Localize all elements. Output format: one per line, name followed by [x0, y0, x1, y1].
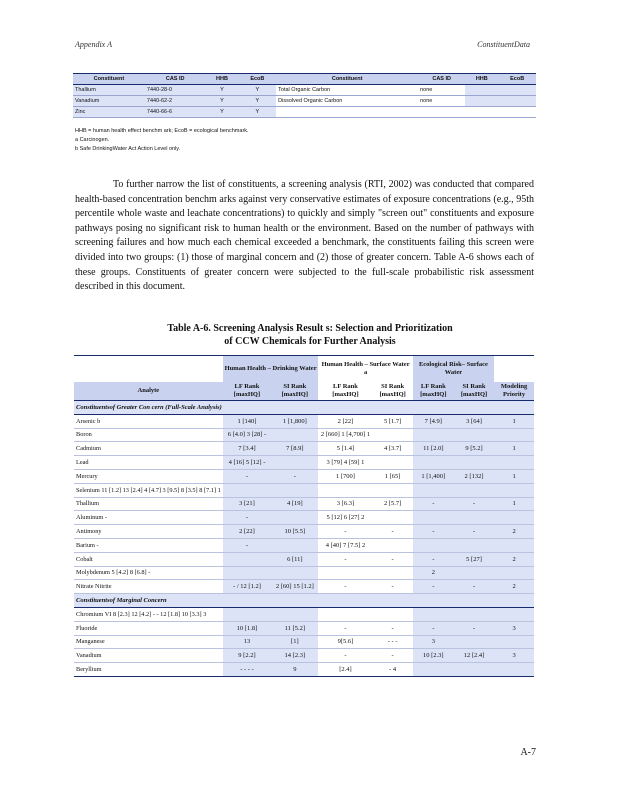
value-cell — [454, 607, 494, 621]
value-cell: 9 [5.2] — [454, 442, 494, 456]
value-cell: 7 [8.9] — [271, 442, 318, 456]
value-cell — [454, 635, 494, 649]
table-row — [74, 607, 534, 621]
table-row: Zinc 7440-66-6 Y Y — [73, 107, 536, 118]
value-cell — [454, 511, 494, 525]
table-row — [74, 566, 534, 580]
value-cell: 14 [2.3] — [271, 649, 318, 663]
value-cell — [454, 566, 494, 580]
value-cell: - — [413, 621, 454, 635]
value-cell — [223, 607, 271, 621]
value-cell — [373, 483, 413, 497]
section-greater-concern: Constituentsof Greater Con cern (Full-Scale Analysis) — [74, 401, 534, 415]
table-row — [74, 552, 534, 566]
analyte-cell: Arsenic b — [74, 414, 223, 428]
value-cell — [413, 456, 454, 470]
value-cell: - - - - — [223, 663, 271, 677]
value-cell — [271, 538, 318, 552]
analyte-cell: Chromium VI 8 [2.3] 12 [4.2] - - 12 [1.8] 10 [3.3] 3 — [74, 607, 223, 621]
value-cell: 3 — [413, 635, 454, 649]
value-cell: 2 [132] — [454, 469, 494, 483]
value-cell — [271, 428, 318, 442]
analyte-cell: Antimony — [74, 525, 223, 539]
value-cell — [494, 456, 534, 470]
value-cell: - — [373, 525, 413, 539]
value-cell: 2 [22] — [223, 525, 271, 539]
value-cell: 2 — [494, 525, 534, 539]
value-cell: - — [413, 552, 454, 566]
value-cell: 6 [11] — [271, 552, 318, 566]
caption-line-2: of CCW Chemicals for Further Analysis — [224, 336, 396, 347]
value-cell — [373, 566, 413, 580]
value-cell: - — [223, 469, 271, 483]
value-cell — [494, 607, 534, 621]
table-row — [74, 414, 534, 428]
value-cell — [413, 663, 454, 677]
value-cell: 2 [5.7] — [373, 497, 413, 511]
value-cell — [413, 607, 454, 621]
value-cell — [494, 483, 534, 497]
analyte-cell: Fluoride — [74, 621, 223, 635]
value-cell — [373, 538, 413, 552]
table-row — [74, 456, 534, 470]
analyte-cell: Molybdenum 5 [4.2] 8 [6.8] - — [74, 566, 223, 580]
note-abbrev: HHB = human health effect benchm ark; EcoB = ecological benchmark. — [75, 128, 249, 134]
analyte-cell: Manganese — [74, 635, 223, 649]
value-cell: 5 [12] 6 [27] 2 — [318, 511, 372, 525]
analyte-cell: Nitrate Nitrite — [74, 580, 223, 594]
col-priority: Modeling Priority — [494, 382, 534, 401]
table-row — [74, 538, 534, 552]
analyte-cell: Thallium — [74, 497, 223, 511]
value-cell: 10 [2.3] — [413, 649, 454, 663]
value-cell — [318, 566, 372, 580]
value-cell — [318, 483, 372, 497]
value-cell — [454, 456, 494, 470]
value-cell: 5 [27] — [454, 552, 494, 566]
value-cell: 7 [4.9] — [413, 414, 454, 428]
col-eco-lf: LF Rank [maxHQ] — [413, 382, 454, 401]
value-cell — [413, 511, 454, 525]
value-cell: 12 [2.4] — [454, 649, 494, 663]
value-cell: - — [373, 649, 413, 663]
analyte-cell: Boron — [74, 428, 223, 442]
value-cell: - — [454, 580, 494, 594]
table-row — [74, 621, 534, 635]
value-cell — [271, 511, 318, 525]
value-cell: - — [318, 621, 372, 635]
group-drinking-water: Human Health – Drinking Water — [223, 356, 319, 383]
col-constituent-2: Constituent — [276, 74, 418, 85]
analyte-cell: Cobalt — [74, 552, 223, 566]
value-cell: 3 — [494, 649, 534, 663]
value-cell — [494, 635, 534, 649]
value-cell: - — [413, 497, 454, 511]
analyte-cell: Lead — [74, 456, 223, 470]
col-cas-2: CAS ID — [418, 74, 465, 85]
value-cell: - / 12 [1.2] — [223, 580, 271, 594]
value-cell: 1 — [494, 497, 534, 511]
value-cell: 1 [700] — [318, 469, 372, 483]
note-sdwa: b Safe DrinkingWater Act Action Level only. — [75, 146, 181, 152]
value-cell: 9 [2.2] — [223, 649, 271, 663]
col-eco-si: SI Rank [maxHQ] — [454, 382, 494, 401]
value-cell: - - - — [373, 635, 413, 649]
value-cell: 9 — [271, 663, 318, 677]
value-cell: 2 — [494, 552, 534, 566]
analyte-cell: Selenium 11 [1.2] 13 [2.4] 4 [4.7] 3 [9.5] 8 [3.5] 8 [7.1] 1 — [74, 483, 223, 497]
value-cell: 3 [79] 4 [59] 1 — [318, 456, 372, 470]
table-row — [74, 469, 534, 483]
note-carcinogen: a Carcinogen. — [75, 137, 110, 143]
table-row — [74, 635, 534, 649]
value-cell — [318, 607, 372, 621]
col-ecob: EcoB — [239, 74, 277, 85]
value-cell: 5 [1.4] — [318, 442, 372, 456]
value-cell: - — [318, 552, 372, 566]
value-cell: 2 [22] — [318, 414, 372, 428]
value-cell: - — [373, 552, 413, 566]
table-row — [74, 442, 534, 456]
value-cell — [271, 566, 318, 580]
continuation-table — [73, 73, 536, 118]
value-cell: 2 [60] 15 [1.2] — [271, 580, 318, 594]
table-row — [74, 580, 534, 594]
page-number: A-7 — [520, 747, 536, 758]
caption-line-1: Table A-6. Screening Analysis Result s: Selection and Prioritization — [167, 323, 453, 334]
value-cell: - — [413, 580, 454, 594]
analyte-cell: Mercury — [74, 469, 223, 483]
value-cell: - 4 — [373, 663, 413, 677]
analyte-cell: Aluminum - — [74, 511, 223, 525]
analyte-cell: Barium - — [74, 538, 223, 552]
value-cell: - — [318, 580, 372, 594]
value-cell — [494, 538, 534, 552]
table-row — [74, 428, 534, 442]
value-cell: 7 [3.4] — [223, 442, 271, 456]
col-hhb: HHB — [205, 74, 238, 85]
rows-marginal-concern — [74, 607, 534, 676]
value-cell — [413, 483, 454, 497]
value-cell — [454, 483, 494, 497]
value-cell: 1 [140] — [223, 414, 271, 428]
value-cell — [373, 456, 413, 470]
value-cell: - — [318, 649, 372, 663]
value-cell — [223, 552, 271, 566]
section-marginal-concern: Constituentsof Marginal Concern — [74, 594, 534, 608]
paragraph-text: To further narrow the list of constituents, a screening analysis (RTI, 2002) was conducted that compared health-based concentration benchm arks against very conservative estimates of exposure concentrations (e.g., 95th percentile whole waste and leachate concentrations) to quickly and simply "screen out" constituents and exposure pathways posing no significant risk to human health or the environment. Based on the number of pathways with screening failures and how much each chemical exceeded a benchmark, the constituents failing this screen were divided into two groups: (1) those of marginal concern and (2) those of greater concern. Table A-6 shows each of these groups. Constituents of greater concern were subjected to the full-scale probabilistic risk assessment described in this document. — [75, 179, 534, 293]
analyte-cell: Cadmium — [74, 442, 223, 456]
value-cell — [454, 663, 494, 677]
table-row: Thallium 7440-28-0 Y Y Total Organic Carbon none — [73, 85, 536, 96]
analyte-cell: Vanadium — [74, 649, 223, 663]
value-cell: 1 [65] — [373, 469, 413, 483]
col-hhb-2: HHB — [465, 74, 498, 85]
col-dw-lf: LF Rank [maxHQ] — [223, 382, 271, 401]
value-cell — [494, 566, 534, 580]
value-cell — [413, 538, 454, 552]
value-cell: 11 [5.2] — [271, 621, 318, 635]
value-cell — [454, 428, 494, 442]
value-cell: - — [454, 525, 494, 539]
header-section: ConstituentData — [477, 40, 530, 49]
value-cell: - — [373, 621, 413, 635]
table-row — [74, 649, 534, 663]
value-cell: 1 [1,800] — [271, 414, 318, 428]
value-cell: 3 [6.3] — [318, 497, 372, 511]
body-paragraph — [75, 178, 534, 295]
header-appendix: Appendix A — [75, 40, 112, 49]
col-cas: CAS ID — [145, 74, 206, 85]
value-cell: 3 [21] — [223, 497, 271, 511]
value-cell: 3 [64] — [454, 414, 494, 428]
value-cell: 4 [16] 5 [12] - — [223, 456, 271, 470]
col-sw-lf: LF Rank [maxHQ] — [318, 382, 372, 401]
value-cell: [2.4] — [318, 663, 372, 677]
value-cell — [223, 566, 271, 580]
value-cell — [373, 428, 413, 442]
table-notes — [75, 127, 249, 154]
value-cell: 10 [5.5] — [271, 525, 318, 539]
table-caption — [100, 322, 520, 348]
value-cell — [454, 538, 494, 552]
value-cell: 11 [2.0] — [413, 442, 454, 456]
value-cell: - — [318, 525, 372, 539]
value-cell — [494, 511, 534, 525]
screening-table — [74, 355, 534, 677]
col-ecob-2: EcoB — [498, 74, 536, 85]
value-cell: [1] — [271, 635, 318, 649]
value-cell: 3 — [494, 621, 534, 635]
table-row — [74, 511, 534, 525]
value-cell: 1 — [494, 442, 534, 456]
value-cell: - — [413, 525, 454, 539]
value-cell: 13 — [223, 635, 271, 649]
group-ecological: Ecological Risk– Surface Water — [413, 356, 494, 383]
table-row — [74, 497, 534, 511]
table-row — [74, 525, 534, 539]
value-cell: 1 — [494, 469, 534, 483]
value-cell: 4 [40] 7 [7.5] 2 — [318, 538, 372, 552]
value-cell: 1 — [494, 414, 534, 428]
value-cell: 5 [1.7] — [373, 414, 413, 428]
value-cell — [271, 483, 318, 497]
col-analyte: Analyte — [74, 382, 223, 401]
col-dw-si: SI Rank [maxHQ] — [271, 382, 318, 401]
value-cell — [373, 511, 413, 525]
value-cell: 4 [19] — [271, 497, 318, 511]
value-cell: 4 [3.7] — [373, 442, 413, 456]
value-cell: 2 — [413, 566, 454, 580]
analyte-cell: Beryllium — [74, 663, 223, 677]
value-cell: 10 [1.8] — [223, 621, 271, 635]
value-cell: 1 [1,400] — [413, 469, 454, 483]
value-cell — [373, 607, 413, 621]
value-cell: 2 [660] 1 [4,700] 1 — [318, 428, 372, 442]
col-constituent: Constituent — [73, 74, 145, 85]
value-cell: - — [223, 511, 271, 525]
value-cell: - — [373, 580, 413, 594]
table-row: Vanadium 7440-62-2 Y Y Dissolved Organic Carbon none — [73, 96, 536, 107]
value-cell — [271, 456, 318, 470]
value-cell: - — [454, 497, 494, 511]
value-cell: 6 [4.0] 3 [28] - — [223, 428, 271, 442]
group-surface-water: Human Health – Surface Water a — [318, 356, 412, 383]
value-cell: - — [454, 621, 494, 635]
table-row — [74, 483, 534, 497]
rows-greater-concern — [74, 414, 534, 593]
value-cell: 9[5.6] — [318, 635, 372, 649]
value-cell: 2 — [494, 580, 534, 594]
value-cell — [223, 483, 271, 497]
col-sw-si: SI Rank [maxHQ] — [373, 382, 413, 401]
value-cell — [271, 607, 318, 621]
value-cell: - — [223, 538, 271, 552]
value-cell — [494, 428, 534, 442]
value-cell — [494, 663, 534, 677]
value-cell — [413, 428, 454, 442]
value-cell: - — [271, 469, 318, 483]
table-row — [74, 663, 534, 677]
